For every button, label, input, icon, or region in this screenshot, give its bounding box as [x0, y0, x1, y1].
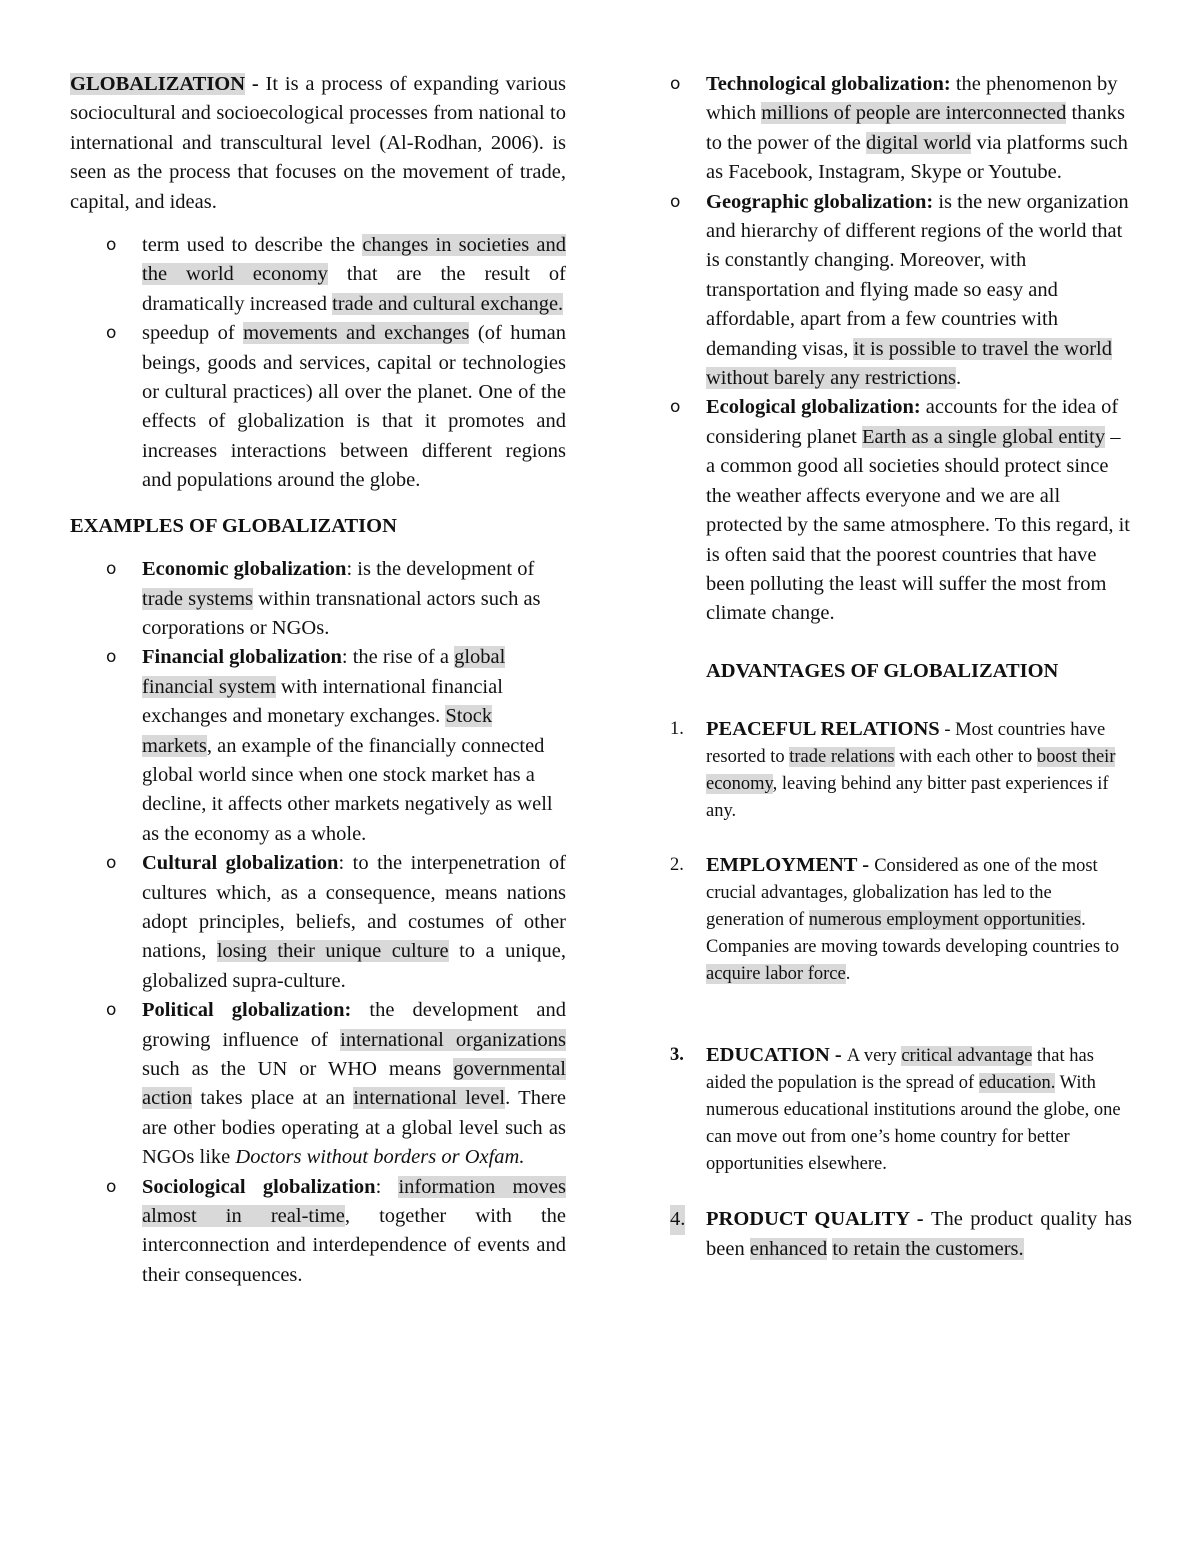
intro-bullet-list [70, 231, 566, 496]
intro-term: GLOBALIZATION [70, 73, 246, 95]
left-column [70, 70, 566, 1290]
example-political: o Political globalization: the development and growing influence of international organizations such as the UN or WHO means governmental action takes place at an international level. There are other bodies operating at a global level such as NGOs like Doctors without borders or Oxfam. [70, 996, 566, 1172]
intro-bullet-2: o speedup of movements and exchanges (of human beings, goods and services, capital or technologies or cultural practices) all over the planet. One of the effects of globalization is that it promotes and increases interactions between different regions and populations around the globe. [70, 319, 566, 495]
highlight: acquire labor force [706, 964, 846, 985]
example-geographic: o Geographic globalization: is the new organization and hierarchy of different regions of the world that is constantly changing. Moreover, with transportation and flying made so easy and affordable, apart from a few countries with demanding visas, it is possible to travel the world without barely any restrictions. [670, 188, 1132, 394]
advantage-peaceful-relations: 1. PEACEFUL RELATIONS - Most countries have resorted to trade relations with each other to boost their economy, leaving behind any bitter past experiences if any. [670, 718, 1116, 822]
examples-list [70, 555, 566, 1290]
bullet-marker-icon: o [106, 1000, 117, 1021]
highlight: it is possible to travel the world without barely any restrictions [706, 337, 1112, 390]
advantage-education: 3. EDUCATION - A very critical advantage that has aided the population is the spread of education. With numerous educational institutions around the globe, one can move out from one’s home country for better opportunities elsewhere. [670, 1044, 1121, 1175]
intro-paragraph: GLOBALIZATION - It is a process of expanding various sociocultural and socioecological processes from national to international and transcultural level (Al-Rodhan, 2006). is seen as the process that focuses on the movement of trade, capital, and ideas. [70, 73, 567, 213]
highlight: international level [353, 1087, 506, 1110]
highlight: to retain the customers. [832, 1237, 1024, 1260]
highlight: critical advantage [901, 1046, 1033, 1067]
highlight: enhanced [749, 1237, 828, 1260]
right-column [670, 70, 1132, 1264]
highlight: trade systems [142, 587, 254, 610]
advantages-list [670, 716, 1132, 1264]
highlight: Earth as a single global entity [861, 425, 1106, 448]
bullet-marker-icon: o [106, 853, 117, 874]
highlight: information moves almost in real-time [142, 1175, 566, 1228]
highlight: losing their unique culture [216, 940, 449, 963]
bullet-marker-icon: o [106, 235, 117, 256]
advantages-heading: ADVANTAGES OF GLOBALIZATION [706, 659, 1059, 682]
example-sociological: o Sociological globalization: information moves almost in real-time, together with the interconnection and interdependence of events and their consequences. [70, 1173, 566, 1291]
highlight: trade and cultural exchange. [332, 292, 564, 315]
advantage-product-quality: 4. PRODUCT QUALITY - The product quality has been enhanced to retain the customers. [670, 1205, 1132, 1264]
highlight: Stock markets [142, 705, 493, 757]
highlight: millions of people are interconnected [761, 102, 1067, 125]
highlight: governmental action [142, 1058, 566, 1110]
bullet-marker-icon: o [106, 559, 117, 580]
highlight: global financial system [142, 646, 506, 698]
highlight: numerous employment opportunities [808, 910, 1082, 931]
example-financial: o Financial globalization: the rise of a global financial system with international financial exchanges and monetary exchanges. Stock markets, an example of the financially connected global world since when one stock market has a decline, it affects other markets negatively as well as the economy as a whole. [70, 643, 566, 849]
highlight: boost their economy [706, 747, 1116, 795]
advantage-employment: 2. EMPLOYMENT - Considered as one of the most crucial advantages, globalization has led to the generation of numerous employment opportunities. Companies are moving towards developing countries to acquire labor force. [670, 854, 1120, 985]
bullet-marker-icon: o [106, 1176, 117, 1197]
bullet-marker-icon: o [670, 397, 681, 418]
highlight: changes in societies and the world economy [142, 234, 566, 286]
intro-bullet-1: o term used to describe the changes in societies and the world economy that are the result of dramatically increased trade and cultural exchange. [70, 231, 566, 319]
example-economic: o Economic globalization: is the development of trade systems within transnational actors such as corporations or NGOs. [70, 555, 566, 643]
example-cultural: o Cultural globalization: to the interpenetration of cultures which, as a consequence, means nations adopt principles, beliefs, and costumes of other nations, losing their unique culture to a unique, globalized supra-culture. [70, 849, 566, 996]
highlight: trade relations [789, 747, 895, 768]
bullet-marker-icon: o [670, 74, 681, 94]
example-technological: o Technological globalization: the phenomenon by which millions of people are interconnected thanks to the power of the digital world via platforms such as Facebook, Instagram, Skype or Youtube. [670, 70, 1132, 188]
bullet-marker-icon: o [106, 647, 117, 668]
bullet-marker-icon: o [670, 191, 681, 212]
highlight: education. [978, 1073, 1056, 1094]
highlight: movements and exchanges [243, 322, 470, 345]
highlight: international organizations [340, 1028, 567, 1051]
bullet-marker-icon: o [106, 323, 117, 344]
highlight: digital world [865, 131, 972, 154]
example-ecological: o Ecological globalization: accounts for the idea of considering planet Earth as a single global entity – a common good all societies should protect since the weather affects everyone and we are all protected by the same atmosphere. To this regard, it is often said that the poorest countries that have been polluting the least will suffer the most from climate change. [670, 393, 1132, 628]
examples-heading: EXAMPLES OF GLOBALIZATION [70, 514, 397, 537]
